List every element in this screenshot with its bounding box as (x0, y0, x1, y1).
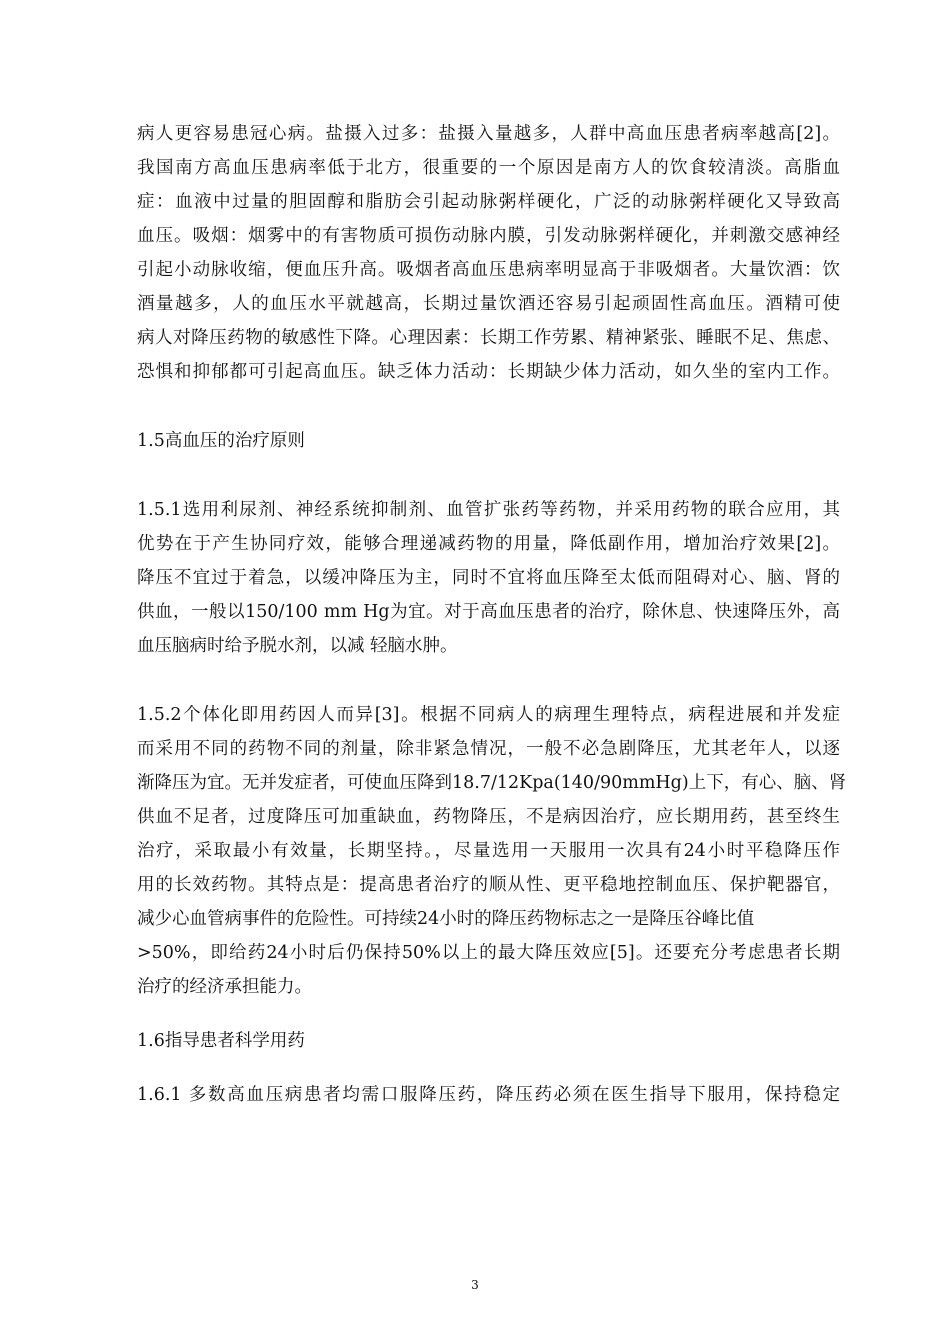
text-line: 病人更容易患冠心病。盐摄入过多：盐摄入量越多，人群中高血压患者病率越高[2]。 (137, 124, 840, 144)
text-line: 血压。吸烟：烟雾中的有害物质可损伤动脉内膜，引发动脉粥样硬化，并刺激交感神经 (137, 226, 840, 246)
text-line: 症：血液中过量的胆固醇和脂肪会引起动脉粥样硬化，广泛的动脉粥样硬化又导致高 (137, 192, 840, 212)
text-line: 血压脑病时给予脱水剂，以减 轻脑水肿。 (137, 636, 458, 656)
text-line: 引起小动脉收缩，便血压升高。吸烟者高血压患病率明显高于非吸烟者。大量饮酒：饮 (137, 260, 840, 280)
text-line: 1.5.2个体化即用药因人而异[3]。根据不同病人的病理生理特点，病程进展和并发症 (137, 705, 840, 725)
text-line: >50%，即给药24小时后仍保持50%以上的最大降压效应[5]。还要充分考虑患者长期 (137, 943, 840, 963)
text-line: 酒量越多，人的血压水平就越高，长期过量饮酒还容易引起顽固性高血压。酒精可使 (137, 294, 840, 314)
paragraph-1-5-1 (137, 493, 840, 663)
text-line: 1.5.1选用利尿剂、神经系统抑制剂、血管扩张药等药物，并采用药物的联合应用，其 (137, 500, 840, 520)
text-line: 而采用不同的药物不同的剂量，除非紧急情况，一般不必急剧降压，尤其老年人，以逐 (137, 739, 840, 759)
text-line: 减少心血管病事件的危险性。可持续24小时的降压药物标志之一是降压谷峰比值 (137, 909, 755, 929)
text-line: 供血，一般以150/100 mm Hg为宜。对于高血压患者的治疗，除休息、快速降压外，高 (137, 602, 840, 622)
paragraph-1-6-1 (137, 1078, 840, 1112)
text-line: 治疗的经济承担能力。 (137, 977, 312, 997)
text-line: 我国南方高血压患病率低于北方，很重要的一个原因是南方人的饮食较清淡。高脂血 (137, 158, 840, 178)
text-line: 降压不宜过于着急，以缓冲降压为主，同时不宜将血压降至太低而阻碍对心、脑、肾的 (137, 568, 840, 588)
text-line: 优势在于产生协同疗效，能够合理递减药物的用量，降低副作用，增加治疗效果[2]。 (137, 534, 840, 554)
text-line: 渐降压为宜。无并发症者，可使血压降到18.7/12Kpa(140/90mmHg)上下，有心、脑、肾 (137, 773, 847, 793)
text-line: 供血不足者，过度降压可加重缺血，药物降压，不是病因治疗，应长期用药，甚至终生 (137, 807, 840, 827)
text-line: 病人对降压药物的敏感性下降。心理因素：长期工作劳累、精神紧张、睡眠不足、焦虑、 (137, 328, 840, 348)
paragraph-1-5-2 (137, 698, 847, 1004)
section-heading-1-6: 1.6指导患者科学用药 (137, 1031, 305, 1051)
paragraph-risk-factors (137, 117, 840, 389)
text-line: 恐惧和抑郁都可引起高血压。缺乏体力活动：长期缺少体力活动，如久坐的室内工作。 (137, 362, 840, 382)
page-content (137, 117, 847, 1112)
page-number: 3 (471, 1278, 479, 1292)
section-heading-1-5: 1.5高血压的治疗原则 (137, 431, 305, 451)
text-line: 1.6.1 多数高血压病患者均需口服降压药，降压药必须在医生指导下服用，保持稳定 (137, 1085, 840, 1105)
text-line: 治疗，采取最小有效量，长期坚持。，尽量选用一天服用一次具有24小时平稳降压作 (137, 841, 840, 861)
text-line: 用的长效药物。其特点是：提高患者治疗的顺从性、更平稳地控制血压、保护靶器官， (137, 875, 840, 895)
